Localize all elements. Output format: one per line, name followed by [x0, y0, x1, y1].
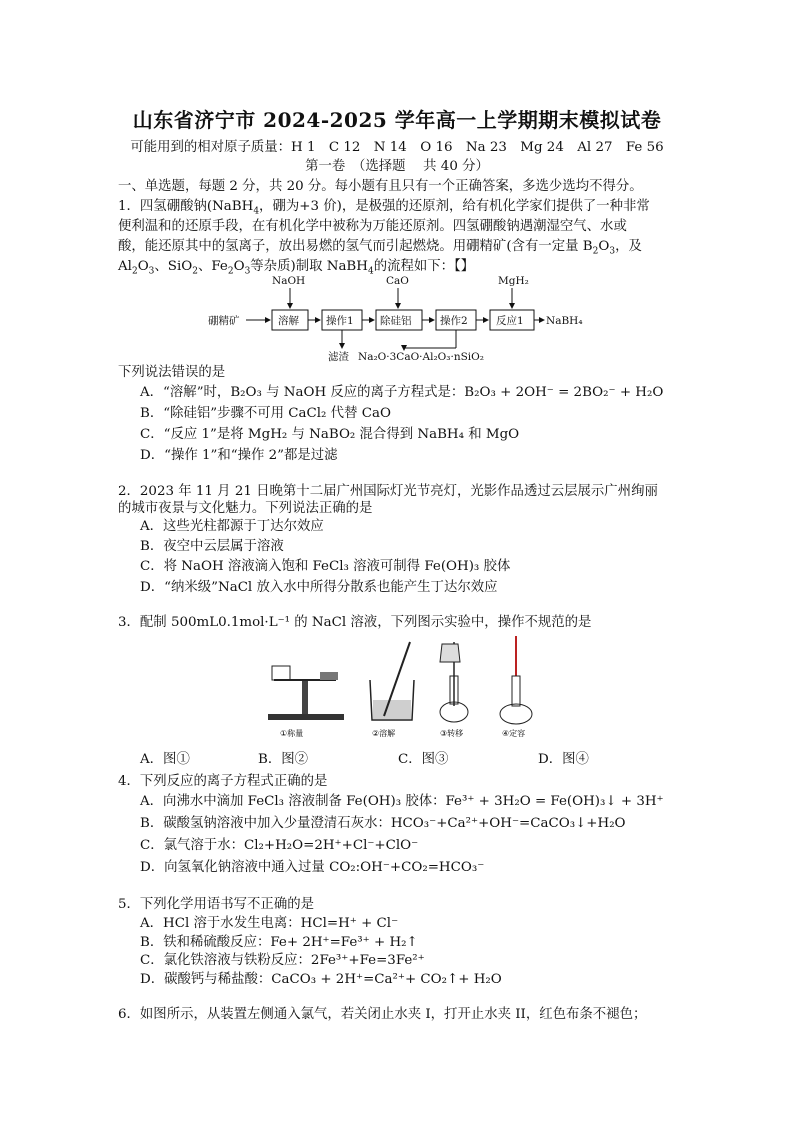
q3-stem: 3．配制 500mL0.1mol·L⁻¹ 的 NaCl 溶液，下列图示实验中，操作不规范的是: [118, 615, 592, 630]
q3-option-a[interactable]: A．图①: [140, 752, 190, 767]
q4-option-a[interactable]: A．向沸水中滴加 FeCl₃ 溶液制备 Fe(OH)₃ 胶体：Fe³⁺ + 3H₂O = Fe(OH)₃↓ + 3H⁺: [140, 794, 664, 809]
flow-box-react1: 反应1: [496, 315, 524, 327]
transfer-figure: [440, 642, 468, 738]
balance-figure: [268, 666, 344, 738]
dissolve-figure: [370, 642, 414, 738]
caption-2: ②溶解: [372, 729, 396, 738]
flow-input-cao: CaO: [386, 275, 409, 287]
q1-line-3: 酸，能还原其中的氢离子，放出易燃的氢气而引起燃烧。用硼精矿(含有一定量 $B_2O_3$，及: [118, 239, 642, 257]
flow-box-op2: 操作2: [440, 315, 468, 327]
flow-box-desilicon: 除硅铝: [380, 315, 412, 327]
q5-option-c[interactable]: C．氯化铁溶液与铁粉反应：2Fe³⁺+Fe=3Fe²⁺: [140, 953, 425, 968]
caption-3: ③转移: [440, 729, 464, 738]
flow-output-residue: 滤渣: [328, 351, 349, 363]
flow-input-mgh2: MgH₂: [498, 275, 529, 287]
q1-line-1: 1．四氢硼酸钠(NaBH$_4$，硼为+3 价)，是极强的还原剂，给有机化学家们提供了一种非常: [118, 199, 650, 217]
q4-option-b[interactable]: B．碳酸氢钠溶液中加入少量澄清石灰水：HCO₃⁻+Ca²⁺+OH⁻=CaCO₃↓+H₂O: [140, 816, 626, 831]
q2-option-a[interactable]: A．这些光柱都源于丁达尔效应: [140, 519, 324, 534]
page-title: 山东省济宁市 2024-2025 学年高一上学期期末模拟试卷: [132, 108, 662, 132]
q1-option-d[interactable]: D．“操作 1”和“操作 2”都是过滤: [140, 448, 338, 463]
q2-line-1: 2．2023 年 11 月 21 日晚第十二届广州国际灯光节亮灯，光影作品透过云层展示广州绚丽: [118, 484, 658, 499]
part-heading: 第一卷 （选择题 共 40 分）: [305, 159, 489, 174]
process-flowchart: [208, 272, 608, 364]
q5-option-a[interactable]: A．HCl 溶于水发生电离：HCl=H⁺ + Cl⁻: [140, 916, 399, 931]
define-volume-figure: [500, 636, 532, 738]
q1-line-2: 便利温和的还原手段，在有机化学中被称为万能还原剂。四氢硼酸钠遇潮湿空气、水或: [118, 219, 627, 234]
q1-option-c[interactable]: C．“反应 1”是将 MgH₂ 与 NaBO₂ 混合得到 NaBH₄ 和 MgO: [140, 427, 520, 442]
q3-apparatus-figures: [264, 636, 564, 740]
flow-output-byproduct: Na₂O·3CaO·Al₂O₃·nSiO₂: [358, 351, 484, 363]
q1-option-a[interactable]: A．“溶解”时，B₂O₃ 与 NaOH 反应的离子方程式是：B₂O₃ + 2OH⁻ = 2BO₂⁻ + H₂O: [140, 385, 664, 400]
flow-box-op1: 操作1: [326, 315, 354, 327]
q4-stem: 4．下列反应的离子方程式正确的是: [118, 774, 328, 789]
q2-option-b[interactable]: B．夜空中云层属于溶液: [140, 539, 284, 554]
q2-option-c[interactable]: C．将 NaOH 溶液滴入饱和 FeCl₃ 溶液可制得 Fe(OH)₃ 胶体: [140, 559, 511, 574]
q4-option-c[interactable]: C．氯气溶于水：Cl₂+H₂O=2H⁺+Cl⁻+ClO⁻: [140, 838, 419, 853]
q5-option-b[interactable]: B．铁和稀硫酸反应：Fe+ 2H⁺=Fe³⁺ + H₂↑: [140, 935, 418, 950]
q6-line-1: 6．如图所示，从装置左侧通入氯气，若关闭止水夹 I，打开止水夹 II，红色布条不褪色；: [118, 1007, 647, 1022]
q5-option-d[interactable]: D．碳酸钙与稀盐酸：CaCO₃ + 2H⁺=Ca²⁺+ CO₂↑+ H₂O: [140, 972, 502, 987]
flow-start: 硼精矿: [208, 315, 240, 327]
caption-1: ①称量: [280, 729, 304, 738]
q3-option-b[interactable]: B．图②: [258, 752, 309, 767]
caption-4: ④定容: [502, 729, 526, 738]
q5-stem: 5．下列化学用语书写不正确的是: [118, 897, 314, 912]
q1-line-4: $Al_2O_3$、SiO$_2$、$Fe_2O_3$等杂质)制取 NaBH$_4$的流程如下：【】: [118, 259, 475, 277]
section-heading: 一、单选题，每题 2 分，共 20 分。每小题有且只有一个正确答案，多选少选均不得分。: [118, 179, 643, 194]
flow-input-naoh: NaOH: [272, 275, 306, 287]
flow-end: NaBH₄: [546, 315, 583, 327]
q4-option-d[interactable]: D．向氢氧化钠溶液中通入过量 CO₂:OH⁻+CO₂=HCO₃⁻: [140, 860, 485, 875]
q3-option-c[interactable]: C．图③: [398, 752, 449, 767]
q2-option-d[interactable]: D．“纳米级”NaCl 放入水中所得分散系也能产生丁达尔效应: [140, 580, 498, 595]
q3-option-d[interactable]: D．图④: [538, 752, 589, 767]
q1-option-b[interactable]: B．“除硅铝”步骤不可用 CaCl₂ 代替 CaO: [140, 406, 391, 421]
q2-line-2: 的城市夜景与文化魅力。下列说法正确的是: [118, 501, 373, 516]
flow-box-dissolve: 溶解: [278, 315, 299, 327]
atomic-masses: 可能用到的相对原子质量：H 1 C 12 N 14 O 16 Na 23 Mg 24 Al 27 Fe 56: [130, 140, 664, 155]
q1-stem: 下列说法错误的是: [118, 365, 226, 380]
